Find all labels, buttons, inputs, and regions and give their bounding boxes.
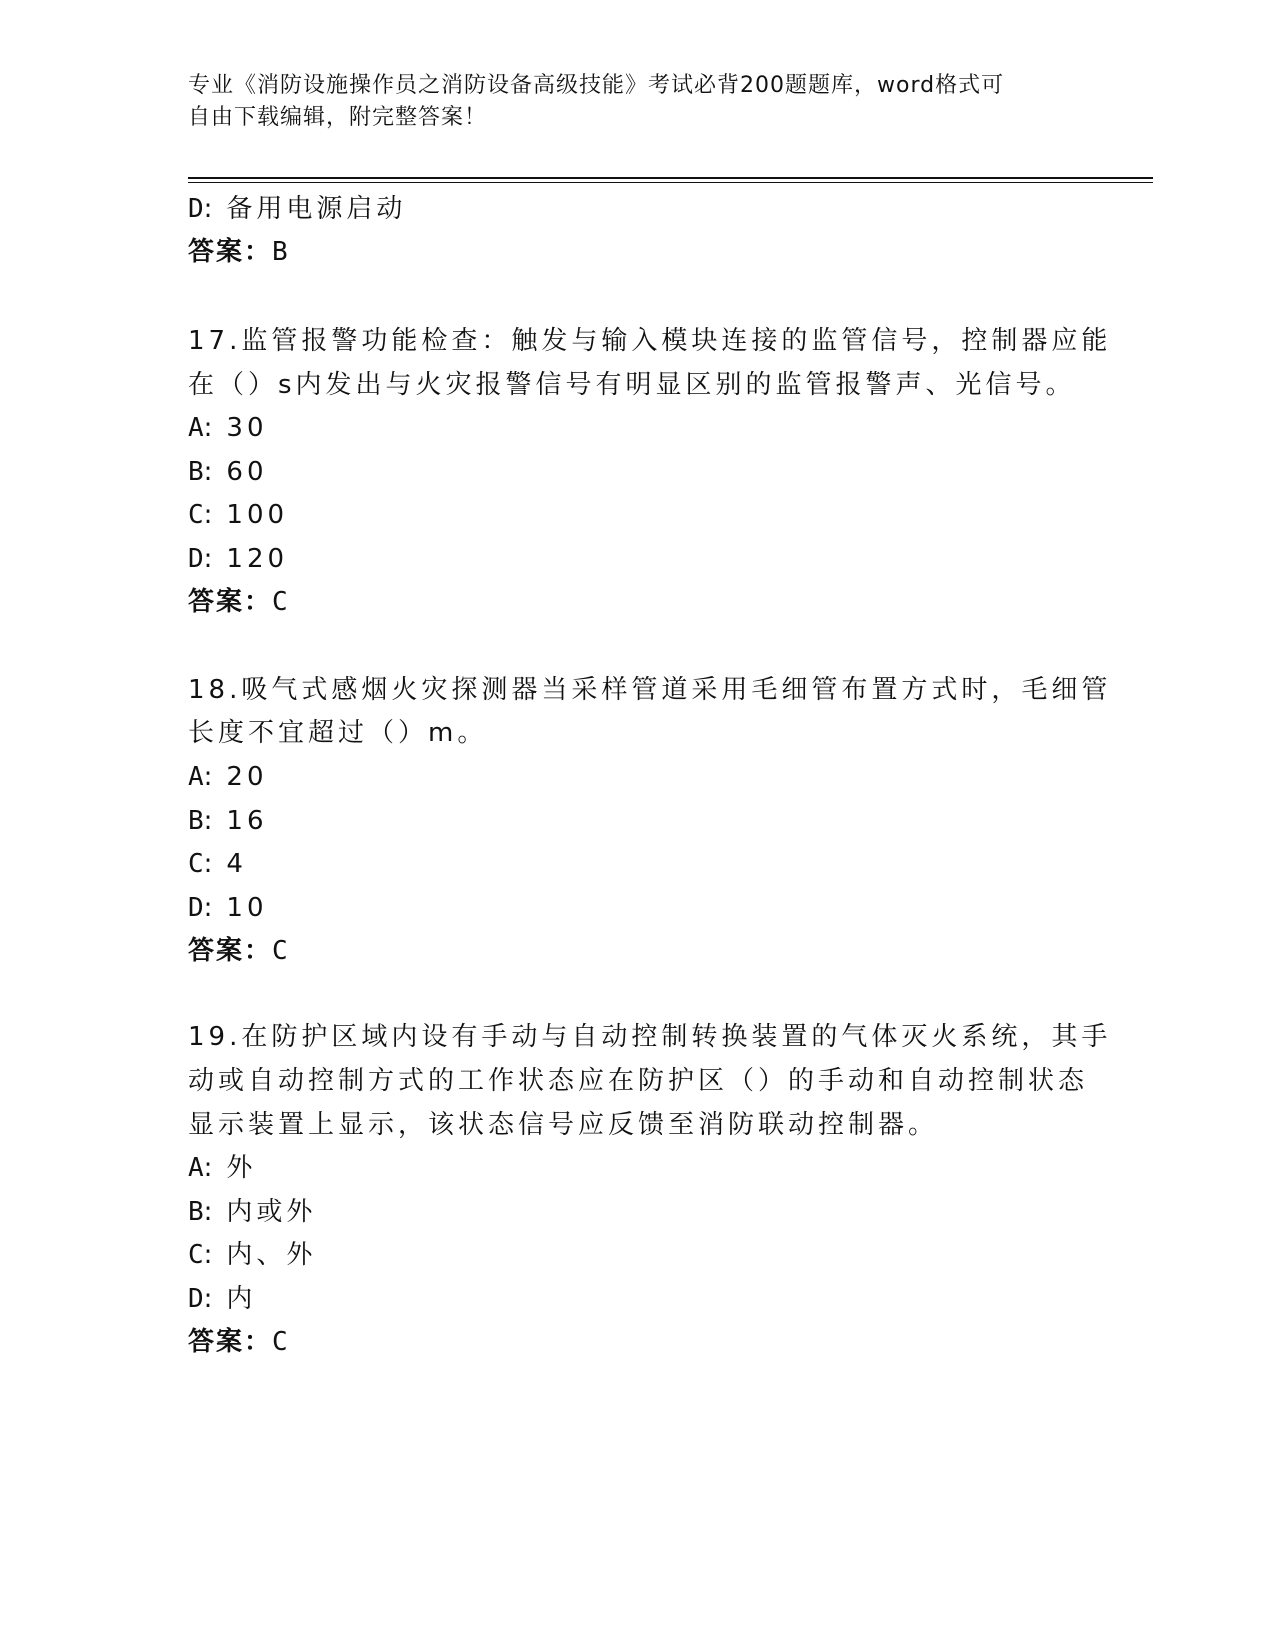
option-label: D bbox=[188, 1284, 204, 1314]
q18-answer bbox=[188, 936, 288, 966]
option-separator: : bbox=[203, 806, 213, 836]
option-text: 120 bbox=[226, 544, 289, 574]
option-text: 30 bbox=[226, 413, 268, 443]
q18-option-c bbox=[188, 849, 247, 879]
option-separator: : bbox=[203, 544, 213, 574]
option-separator: : bbox=[203, 500, 213, 530]
option-separator: : bbox=[203, 457, 213, 487]
option-label: C bbox=[188, 849, 204, 879]
option-text: 内、外 bbox=[226, 1240, 317, 1270]
answer-value: B bbox=[272, 237, 288, 267]
option-separator: : bbox=[203, 1197, 213, 1227]
option-label: D bbox=[188, 544, 204, 574]
option-text: 外 bbox=[226, 1153, 257, 1183]
q17-option-a bbox=[188, 413, 268, 443]
answer-label: 答案： bbox=[188, 1327, 273, 1357]
option-label: B bbox=[188, 1197, 204, 1227]
q19-option-c bbox=[188, 1240, 316, 1270]
q17-option-d bbox=[188, 544, 288, 574]
header-line-1: 专业《消防设施操作员之消防设备高级技能》考试必背200题题库，word格式可 bbox=[188, 73, 1005, 98]
option-separator: : bbox=[203, 893, 213, 923]
q19-option-b bbox=[188, 1197, 316, 1227]
q17-option-b bbox=[188, 457, 268, 487]
option-label: C bbox=[188, 1240, 204, 1270]
q18-stem-line-2: 长度不宜超过（）m。 bbox=[188, 718, 488, 748]
option-separator: : bbox=[203, 762, 213, 792]
answer-label: 答案： bbox=[188, 936, 273, 966]
option-label: C bbox=[188, 500, 204, 530]
header-divider-thick bbox=[188, 177, 1153, 179]
q18-option-d bbox=[188, 893, 268, 923]
option-label: A bbox=[188, 413, 204, 443]
q19-stem-line-2: 动或自动控制方式的工作状态应在防护区（）的手动和自动控制状态 bbox=[188, 1066, 1089, 1096]
q17-stem-line-1: 17.监管报警功能检查：触发与输入模块连接的监管信号，控制器应能 bbox=[188, 326, 1112, 356]
option-separator: : bbox=[203, 1240, 213, 1270]
option-text: 16 bbox=[226, 806, 268, 836]
option-label: B bbox=[188, 457, 204, 487]
option-separator: : bbox=[203, 1153, 213, 1183]
option-text: 10 bbox=[226, 893, 268, 923]
option-text: 内或外 bbox=[226, 1197, 317, 1227]
option-text: 100 bbox=[226, 500, 289, 530]
option-separator: : bbox=[203, 194, 213, 224]
q19-stem-line-1: 19.在防护区域内设有手动与自动控制转换装置的气体灭火系统，其手 bbox=[188, 1022, 1112, 1052]
option-text: 60 bbox=[226, 457, 268, 487]
header-divider-thin bbox=[188, 182, 1153, 183]
header-line-2: 自由下载编辑，附完整答案！ bbox=[188, 105, 488, 130]
q18-option-a bbox=[188, 762, 268, 792]
q19-stem-line-3: 显示装置上显示，该状态信号应反馈至消防联动控制器。 bbox=[188, 1110, 939, 1140]
option-separator: : bbox=[203, 1284, 213, 1314]
option-text: 4 bbox=[226, 849, 247, 879]
document-header bbox=[188, 70, 1068, 134]
q19-option-a bbox=[188, 1153, 256, 1183]
answer-label: 答案： bbox=[188, 237, 273, 267]
option-label: B bbox=[188, 806, 204, 836]
prev-question-answer bbox=[188, 237, 288, 267]
option-text: 内 bbox=[226, 1284, 257, 1314]
option-label: D bbox=[188, 893, 204, 923]
option-label: D bbox=[188, 194, 204, 224]
option-label: A bbox=[188, 1153, 204, 1183]
option-label: A bbox=[188, 762, 204, 792]
q17-answer bbox=[188, 587, 288, 617]
q18-option-b bbox=[188, 806, 268, 836]
answer-value: C bbox=[272, 1327, 288, 1357]
q17-stem-line-2: 在（）s内发出与火灾报警信号有明显区别的监管报警声、光信号。 bbox=[188, 370, 1076, 400]
option-text: 20 bbox=[226, 762, 268, 792]
q19-answer bbox=[188, 1327, 288, 1357]
option-text: 备用电源启动 bbox=[226, 194, 407, 224]
prev-question-option-d bbox=[188, 194, 406, 224]
answer-value: C bbox=[272, 587, 288, 617]
answer-value: C bbox=[272, 936, 288, 966]
option-separator: : bbox=[203, 849, 213, 879]
option-separator: : bbox=[203, 413, 213, 443]
answer-label: 答案： bbox=[188, 587, 273, 617]
q19-option-d bbox=[188, 1284, 256, 1314]
q18-stem-line-1: 18.吸气式感烟火灾探测器当采样管道采用毛细管布置方式时，毛细管 bbox=[188, 675, 1112, 705]
q17-option-c bbox=[188, 500, 288, 530]
